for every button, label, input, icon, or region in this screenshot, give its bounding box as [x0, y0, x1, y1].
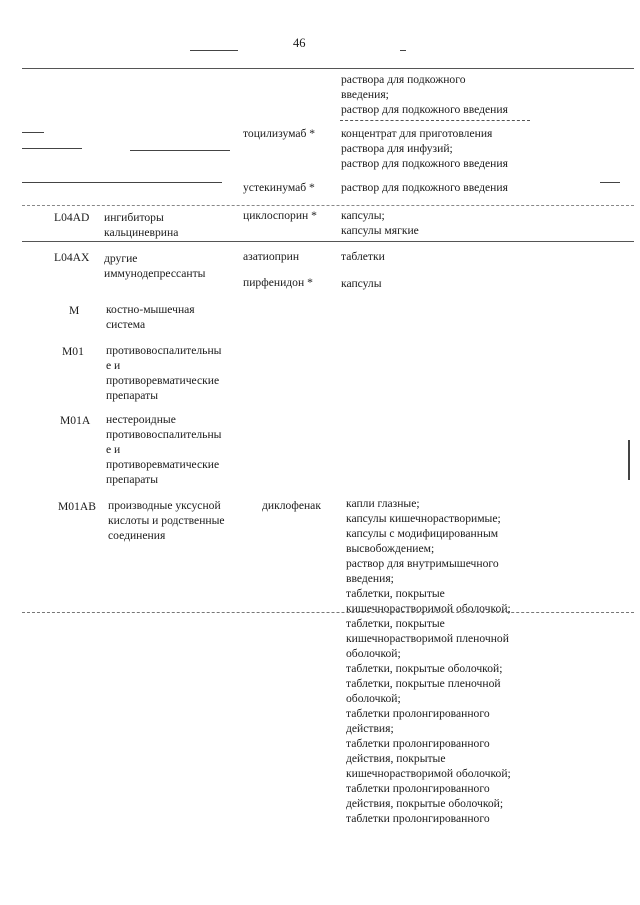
atc-group: противовоспалительны е и противоревматические препараты: [106, 344, 222, 402]
dosage-forms: капсулы: [341, 277, 382, 290]
atc-code: M01: [62, 345, 84, 358]
scan-speck: [628, 440, 630, 480]
drug-name: пирфенидон *: [243, 276, 313, 289]
dosage-forms: раствор для подкожного введения: [341, 181, 508, 194]
scan-speck: [22, 132, 44, 133]
atc-code: M01AB: [58, 500, 97, 513]
atc-code: M01A: [60, 414, 91, 427]
dosage-forms: раствора для подкожного введения; раствор для подкожного введения: [341, 73, 508, 116]
scan-speck: [400, 50, 406, 51]
drug-name: азатиоприн: [243, 250, 300, 263]
atc-group: другие иммунодепрессанты: [104, 252, 206, 280]
atc-group: ингибиторы кальциневрина: [104, 211, 179, 239]
dosage-forms: капсулы; капсулы мягкие: [341, 209, 419, 237]
atc-code: L04AX: [54, 251, 90, 264]
page-number: 46: [293, 36, 306, 50]
scan-speck: [190, 50, 238, 51]
drug-name: диклофенак: [262, 499, 321, 512]
dosage-forms: концентрат для приготовления раствора для инфузий; раствор для подкожного введения: [341, 127, 508, 170]
dosage-forms: таблетки: [341, 250, 385, 263]
drug-name: циклоспорин *: [243, 209, 317, 222]
atc-code: M: [69, 304, 80, 317]
row-divider: [340, 120, 530, 121]
row-divider: [22, 241, 634, 242]
atc-group: костно-мышечная система: [106, 303, 195, 331]
atc-code: L04AD: [54, 211, 90, 224]
scan-speck: [22, 182, 222, 183]
drug-name: устекинумаб *: [243, 181, 315, 194]
table-top-rule: [22, 68, 634, 69]
atc-group: производные уксусной кислоты и родственные соединения: [108, 499, 225, 542]
scan-speck: [22, 148, 82, 149]
drug-name: тоцилизумаб *: [243, 127, 316, 140]
scan-speck: [130, 150, 230, 151]
atc-group: нестероидные противовоспалительны е и противоревматические препараты: [106, 413, 222, 486]
dosage-forms: капли глазные; капсулы кишечнорастворимые; капсулы с модифицированным высвобождением; раствор для внутримышечного введения; таблетки, покрытые кишечнорастворимой оболочкой; таблетки, покрытые кишечнорастворимой пленочной оболочкой; таблетки, покрытые оболочкой; таблетки, покрытые пленочной оболочкой; таблетки пролонгированного действия; таблетки пролонгированного действия, покрытые кишечнорастворимой оболочкой; таблетки пролонгированного действия, покрытые оболочкой; таблетки пролонгированного: [346, 497, 511, 825]
row-divider: [22, 205, 634, 206]
